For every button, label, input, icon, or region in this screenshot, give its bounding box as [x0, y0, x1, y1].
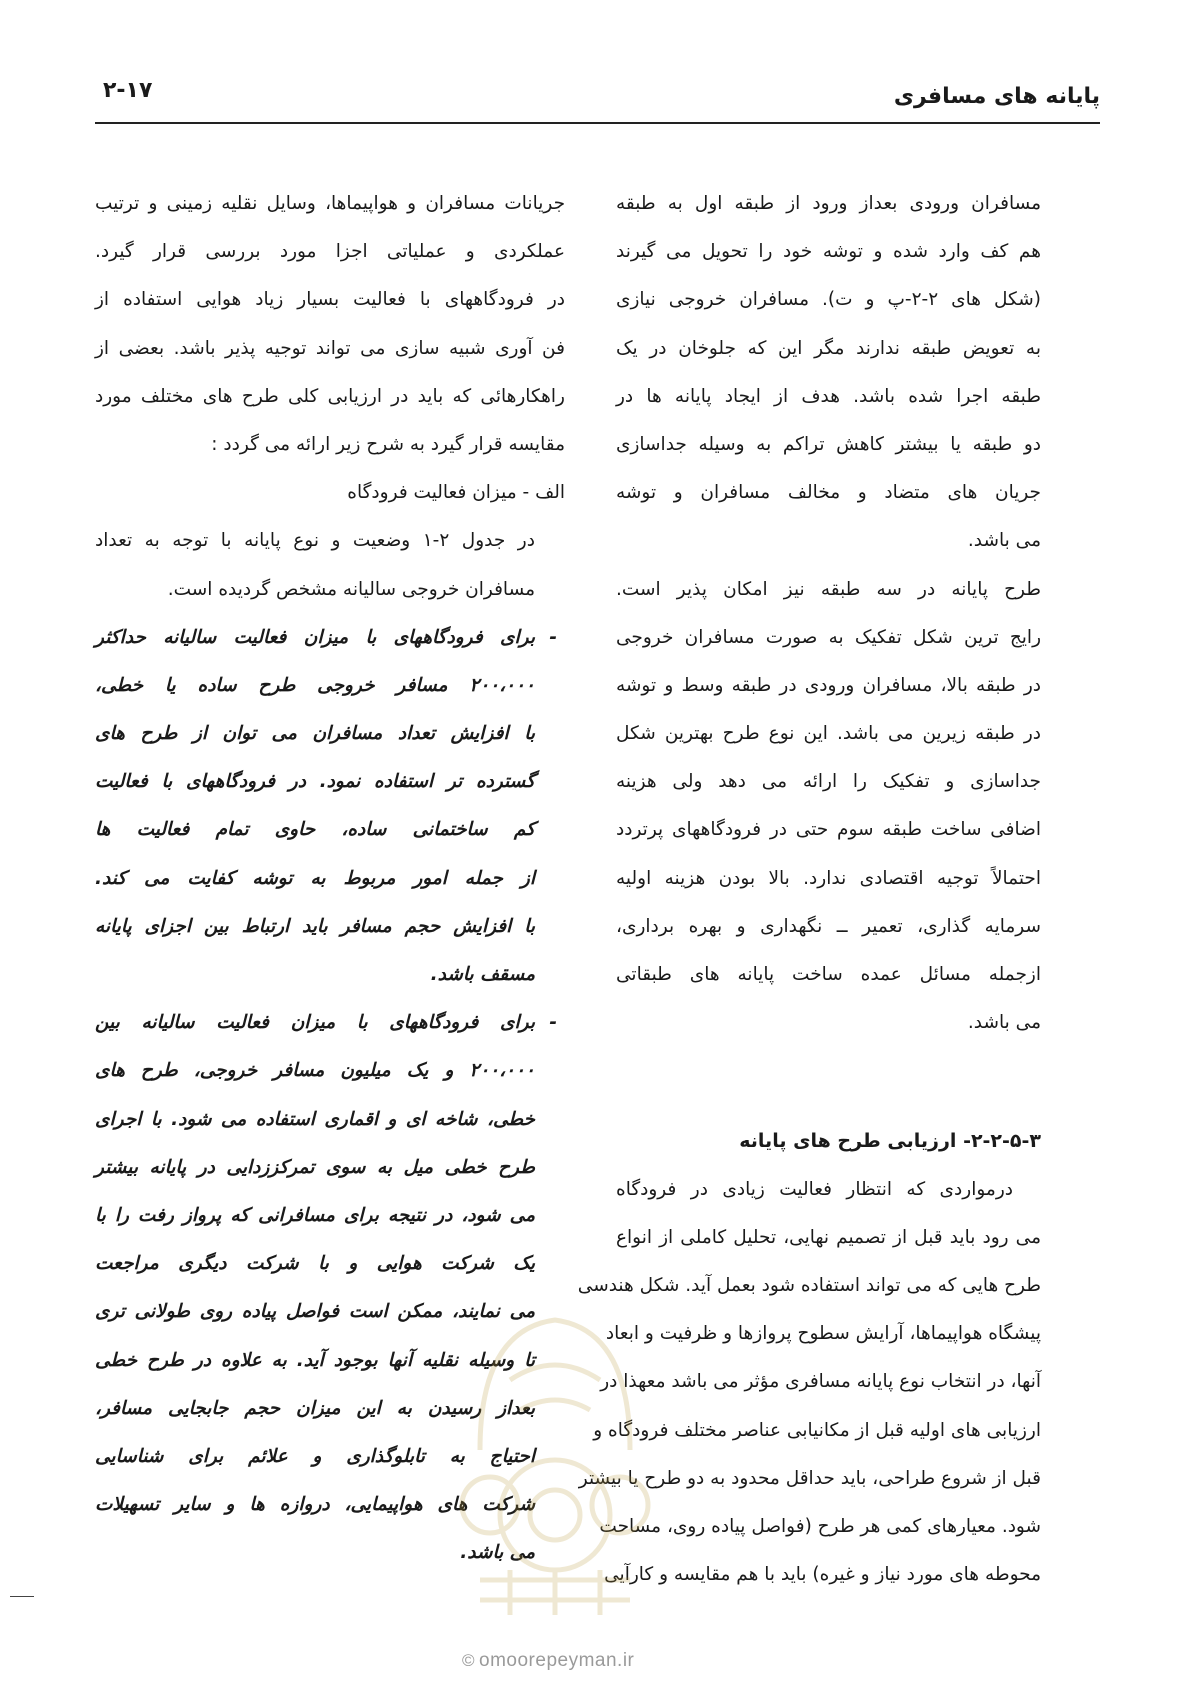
text-line: در طبقه زیرین می باشد. این نوع طرح بهترین شکل — [616, 723, 1041, 745]
bullet-medium-activity — [95, 999, 565, 1577]
text-line: گسترده تر استفاده نمود. در فرودگاههای با فعالیت — [95, 771, 535, 793]
text-line: یک شرکت هوایی و با شرکت دیگری مراجعت — [95, 1253, 535, 1275]
footer-url-text: omoorepeyman.ir — [479, 1650, 635, 1671]
text-line: راهکارهائی که باید در ارزیابی کلی طرح های مختلف مورد — [95, 385, 565, 407]
left-column — [95, 180, 565, 1577]
text-line: رایج ترین شکل تفکیک به صورت مسافران خروجی — [616, 626, 1041, 648]
text-line: فن آوری شبیه سازی می تواند توجیه پذیر باشد. بعضی از — [95, 337, 565, 359]
text-line: می شود، در نتیجه برای مسافرانی که پرواز رفت را با — [95, 1204, 535, 1226]
text-line: ازجمله مسائل عمده ساخت پایانه های طبقاتی — [616, 964, 1041, 985]
text-line: جداسازی و تفکیک را ارائه می دهد ولی هزینه — [616, 771, 1041, 793]
text-line: می باشد. — [967, 1012, 1041, 1034]
text-line — [95, 999, 557, 1047]
text-line: می نمایند، ممکن است فواصل پیاده روی طولانی تری — [95, 1301, 535, 1323]
copyright-icon: © — [462, 1651, 476, 1670]
text-line: عملکردی و عملیاتی اجزا مورد بررسی قرار گیرد. — [95, 241, 565, 263]
text-line: آنها، در انتخاب نوع پایانه مسافری مؤثر می باشد معهذا در — [600, 1371, 1041, 1393]
text-line: درمواردی که انتظار فعالیت زیادی در فرودگاه — [616, 1178, 1013, 1200]
text-line: خطی، شاخه ای و اقماری استفاده می شود. با اجرای — [95, 1108, 535, 1130]
text-line: جریانات مسافران و هواپیماها، وسایل نقلیه زمینی و ترتیب — [95, 193, 565, 214]
text-line: از جمله امور مربوط به توشه کفایت می کند. — [95, 867, 535, 889]
text-line: (شکل های ۲-۲-پ و ت). مسافران خروجی نیازی — [616, 289, 1041, 311]
text-line: طرح هایی که می تواند استفاده شود بعمل آید. شکل هندسی — [577, 1274, 1041, 1296]
text-line: می رود باید قبل از تصمیم نهایی، تحلیل کاملی از انواع — [616, 1226, 1041, 1248]
text-line: هم کف وارد شده و توشه خود را تحویل می گیرند — [616, 241, 1041, 263]
text-line: پیشگاه هواپیماها، آرایش سطوح پروازها و ظرفیت و ابعاد — [605, 1323, 1041, 1345]
right-column — [577, 180, 1041, 1599]
text-line: شود. معیارهای کمی هر طرح (فواصل پیاده روی، مساحت — [599, 1515, 1041, 1537]
text-line: با افزایش حجم مسافر باید ارتباط بین اجزای پایانه — [95, 915, 535, 937]
text-line: طرح پایانه در سه طبقه نیز امکان پذیر است. — [616, 578, 1041, 600]
paragraph-terminal-evaluation — [577, 1166, 1041, 1600]
page-number: ۲-۱۷ — [103, 78, 153, 103]
bullet-marker: - — [549, 626, 557, 648]
text-line: طرح خطی میل به سوی تمرکززدایی در پایانه بیشتر — [95, 1156, 535, 1178]
text-line: شرکت های هواپیمایی، دروازه ها و سایر تسهیلات — [95, 1494, 535, 1516]
text-line: ارزیابی های اولیه قبل از مکانیابی عناصر مختلف فرودگاه و — [593, 1419, 1041, 1441]
text-line: می باشد. — [460, 1542, 535, 1564]
text-line: دو طبقه یا بیشتر کاهش تراکم به وسیله جداسازی — [616, 433, 1041, 455]
text-line: اضافی ساخت طبقه سوم حتی در فرودگاههای پرتردد — [616, 819, 1041, 841]
bullet-marker: - — [549, 1012, 557, 1034]
text-line: در طبقه بالا، مسافران ورودی در طبقه وسط و توشه — [616, 674, 1041, 696]
paragraph-table-reference — [95, 517, 565, 613]
text-line: بعداز رسیدن به این میزان حجم جابجایی مسافر، — [95, 1397, 535, 1419]
section-heading: ۲-۲-۵-۳- ارزیابی طرح های پایانه — [739, 1130, 1041, 1153]
text-line: مقایسه قرار گیرد به شرح زیر ارائه می گردد : — [211, 433, 565, 455]
subheading-airport-activity: الف - میزان فعالیت فرودگاه — [347, 482, 565, 504]
footer-watermark-url — [462, 1650, 634, 1672]
bullet-text: برای فرودگاههای با میزان فعالیت سالیانه بین — [95, 1012, 535, 1034]
text-line: ۲۰۰،۰۰۰ و یک میلیون مسافر خروجی، طرح های — [95, 1060, 535, 1082]
text-line: ۲۰۰،۰۰۰ مسافر خروجی طرح ساده یا خطی، — [95, 674, 535, 696]
text-line — [95, 614, 557, 662]
page-header — [95, 60, 1100, 124]
text-line: در فرودگاههای با فعالیت بسیار زیاد هوایی استفاده از — [95, 289, 565, 311]
text-line: مسقف باشد. — [430, 964, 535, 985]
paragraph-upper-floor-passengers — [616, 180, 1041, 566]
section-spacer — [616, 1047, 1041, 1117]
text-line: طبقه اجرا شده باشد. هدف از ایجاد پایانه ها در — [616, 385, 1041, 407]
paragraph-three-floor-design — [616, 566, 1041, 1048]
text-line: جریان های متضاد و مخالف مسافران و توشه — [616, 482, 1041, 504]
text-line: در جدول ۲-۱ وضعیت و نوع پایانه با توجه به تعداد — [95, 530, 535, 552]
text-line: سرمایه گذاری، تعمیر ــ نگهداری و بهره برداری، — [616, 915, 1041, 937]
text-line: محوطه های مورد نیاز و غیره) باید با هم مقایسه و کارآیی — [604, 1564, 1041, 1586]
text-line: احتمالاً توجیه اقتصادی ندارد. بالا بودن هزینه اولیه — [616, 867, 1041, 889]
bullet-low-activity — [95, 614, 565, 1000]
margin-mark — [10, 1596, 34, 1597]
text-line: تا وسیله نقلیه آنها بوجود آید. به علاوه در طرح خطی — [95, 1349, 535, 1371]
text-line: قبل از شروع طراحی، باید حداقل محدود به دو طرح یا بیشتر — [578, 1467, 1041, 1489]
text-line: با افزایش تعداد مسافران می توان از طرح های — [95, 723, 535, 745]
header-title: پایانه های مسافری — [893, 84, 1100, 109]
text-line: کم ساختمانی ساده، حاوی تمام فعالیت ها — [95, 819, 535, 841]
bullet-text: برای فرودگاههای با میزان فعالیت سالیانه حداکثر — [95, 626, 535, 648]
paragraph-evaluation-criteria — [95, 180, 565, 469]
text-line: به تعویض طبقه ندارند مگر این که جلوخان در یک — [616, 337, 1041, 359]
text-line: احتیاج به تابلوگذاری و علائم برای شناسایی — [95, 1445, 535, 1467]
text-line: مسافران خروجی سالیانه مشخص گردیده است. — [167, 578, 535, 600]
text-line: می باشد. — [967, 530, 1041, 552]
text-line: مسافران ورودی بعداز ورود از طبقه اول به طبقه — [616, 193, 1041, 214]
